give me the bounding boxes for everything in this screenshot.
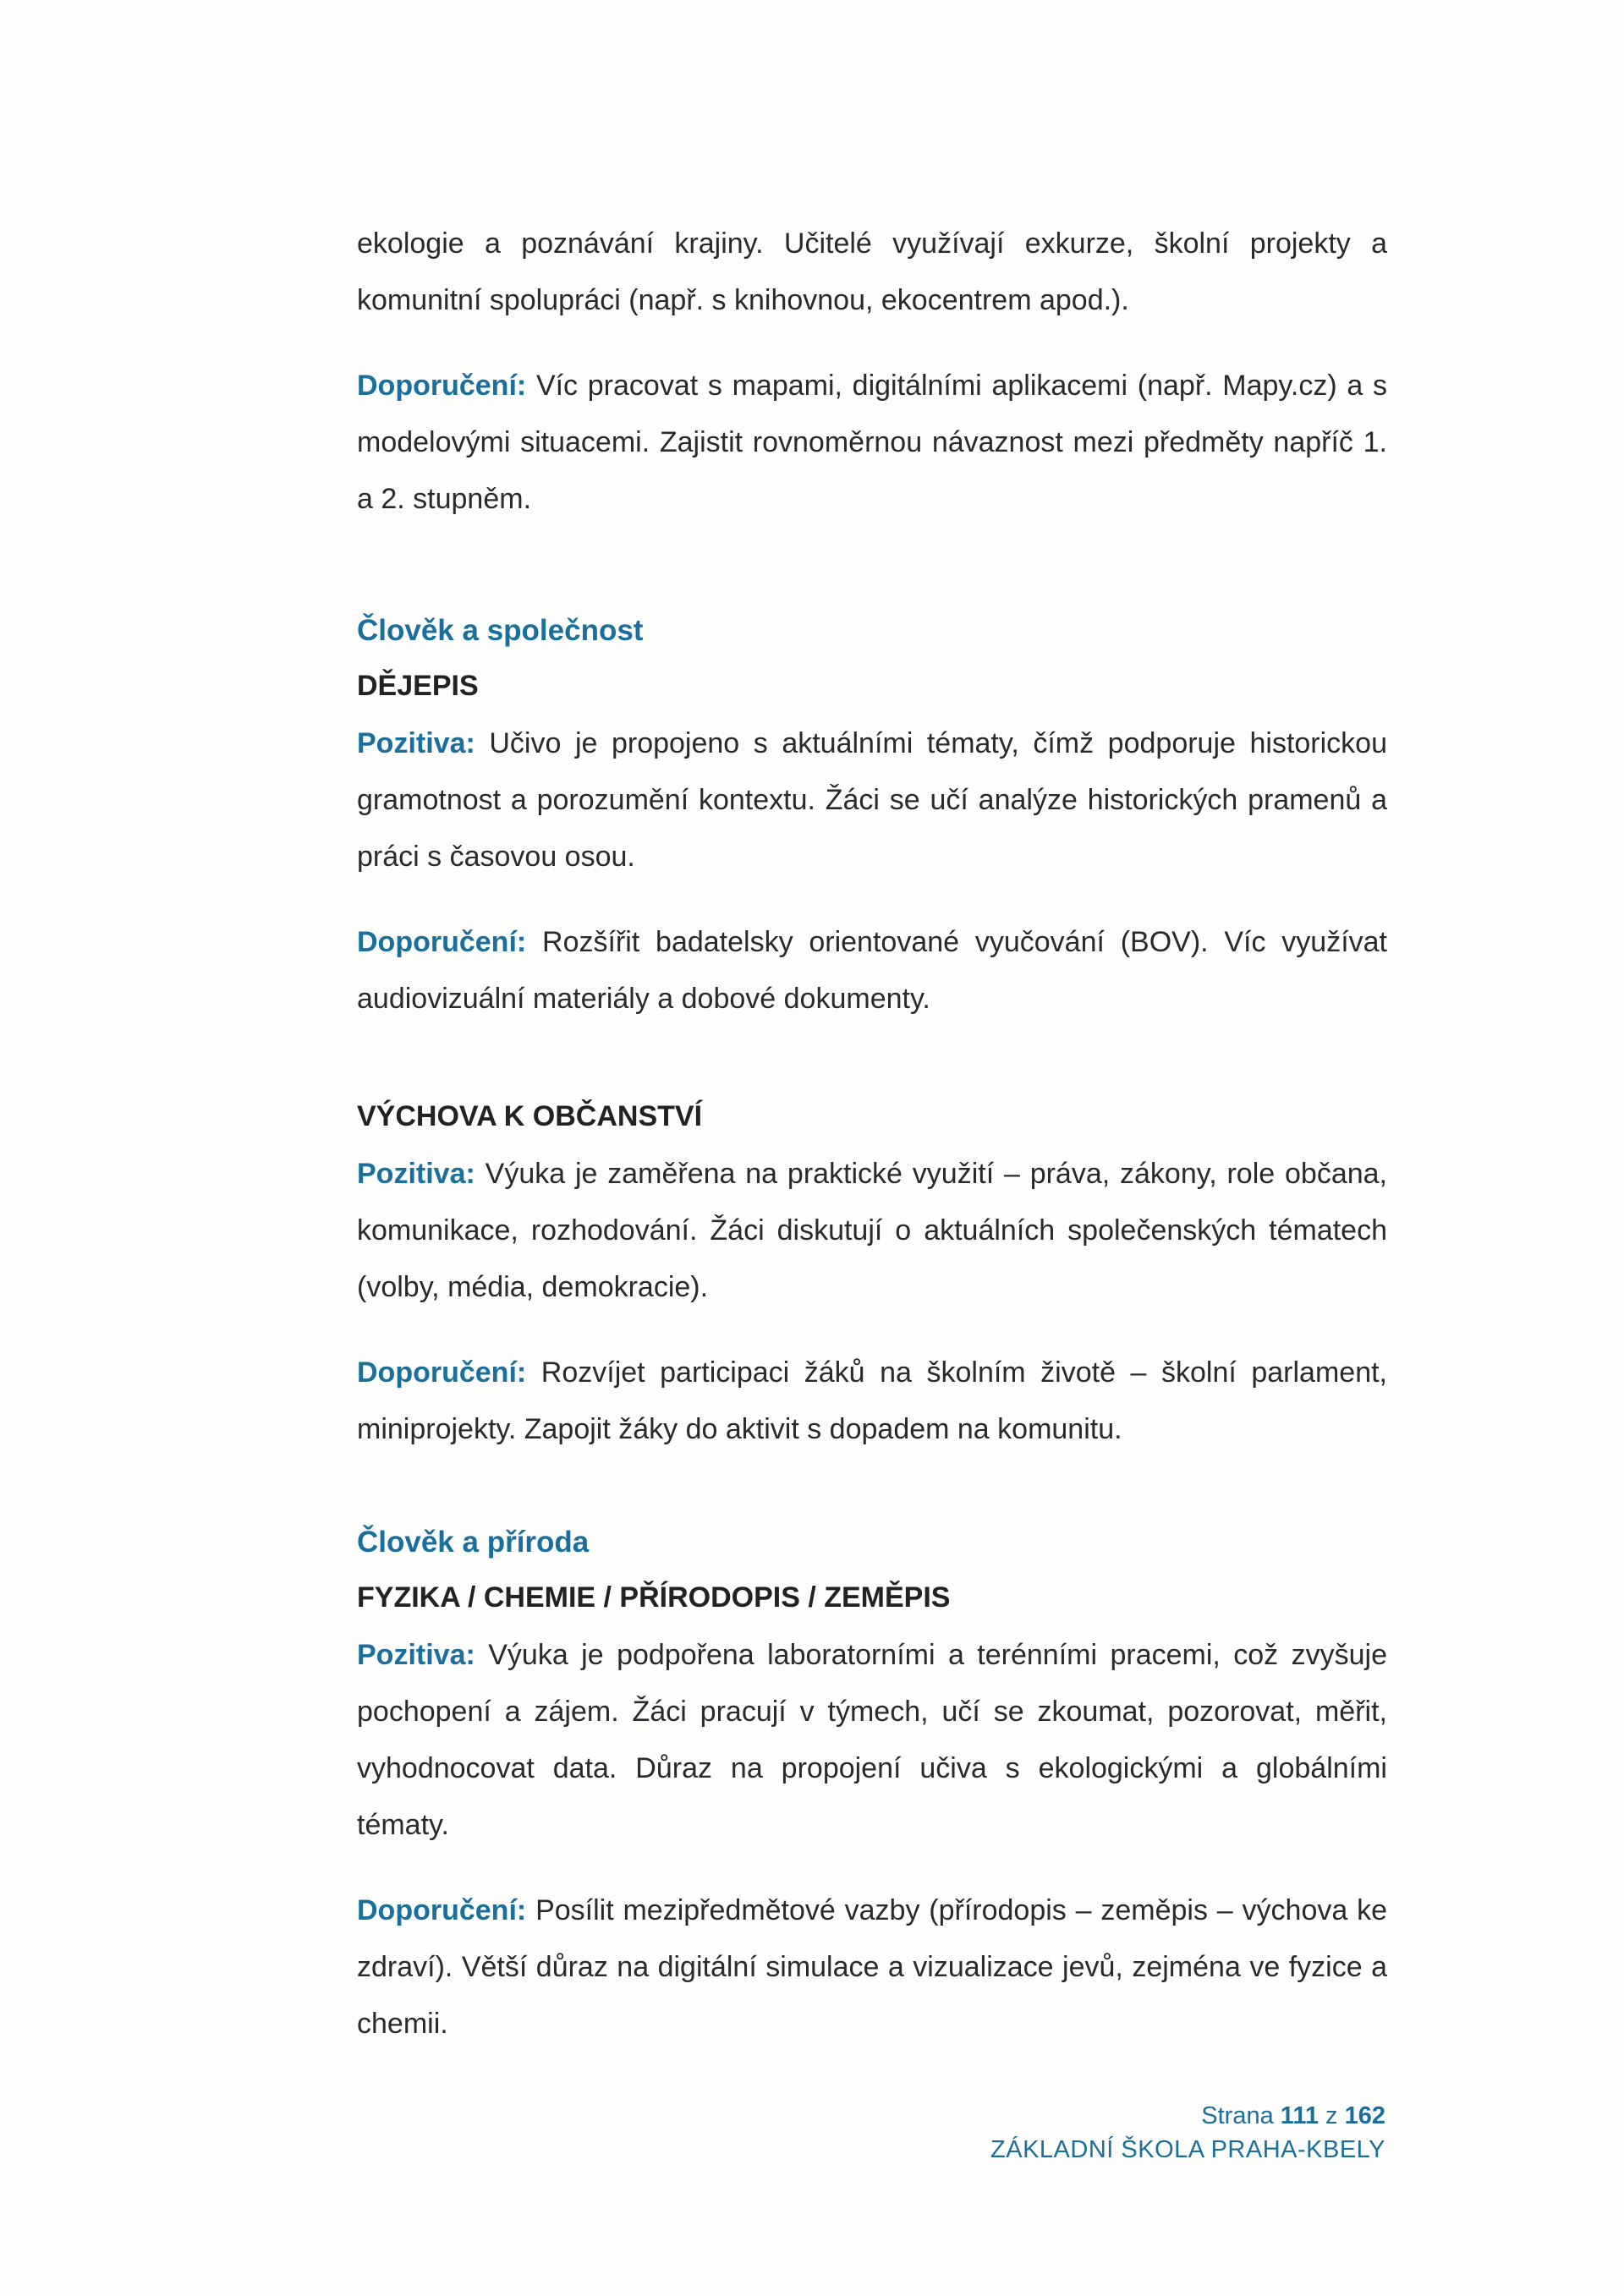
- section-title-clovek-a-priroda: Člověk a příroda: [357, 1526, 590, 1559]
- recommendation-text: Posílit mezipředmětové vazby (přírodopis – zeměpis – výchova ke zdraví). Větší důraz na digitální simulace a vizualizace jevů, zejména ve fyzice a chemii.: [357, 1894, 1387, 2040]
- positives-text: Výuka je zaměřena na praktické využití – práva, zákony, role občana, komunikace, rozhodování. Žáci diskutují o aktuálních společenských tématech (volby, média, demokracie).: [357, 1158, 1387, 1303]
- subject-title-dejepis: DĚJEPIS: [357, 670, 479, 702]
- positives-label: Pozitiva:: [357, 1158, 475, 1190]
- dejepis-recommendation: [357, 914, 1387, 1027]
- subject-title-prirodni-vedy: FYZIKA / CHEMIE / PŘÍRODOPIS / ZEMĚPIS: [357, 1581, 951, 1614]
- subject-title-vychova-k-obcanstvi: VÝCHOVA K OBČANSTVÍ: [357, 1100, 703, 1132]
- obcanstvi-recommendation: [357, 1345, 1387, 1458]
- recommendation-text: Rozšířit badatelsky orientované vyučování (BOV). Víc využívat audiovizuální materiály a dobové dokumenty.: [357, 926, 1388, 1015]
- recommendation-label: Doporučení:: [357, 926, 527, 958]
- recommendation-label: Doporučení:: [357, 1356, 527, 1389]
- recommendation-label: Doporučení:: [357, 1894, 527, 1926]
- page-footer: [990, 2099, 1385, 2167]
- intro-paragraph: [357, 216, 1387, 329]
- page-number: 111: [1280, 2102, 1319, 2129]
- page-prefix: Strana: [1201, 2102, 1274, 2129]
- page-content: [357, 216, 1387, 2052]
- intro-recommendation: [357, 358, 1387, 528]
- recommendation-label: Doporučení:: [357, 370, 527, 402]
- page-total: 162: [1344, 2102, 1385, 2129]
- recommendation-text: Víc pracovat s mapami, digitálními aplikacemi (např. Mapy.cz) a s modelovými situacemi. Zajistit rovnoměrnou návaznost mezi předměty napříč 1. a 2. stupněm.: [357, 370, 1388, 515]
- prirodni-vedy-recommendation: [357, 1882, 1387, 2052]
- prirodni-vedy-positives: [357, 1627, 1387, 1854]
- dejepis-positives: [357, 715, 1387, 885]
- positives-label: Pozitiva:: [357, 727, 475, 759]
- positives-text: Učivo je propojeno s aktuálními tématy, čímž podporuje historickou gramotnost a porozumění kontextu. Žáci se učí analýze historických pramenů a práci s časovou osou.: [357, 727, 1387, 873]
- positives-text: Výuka je podpořena laboratorními a terénními pracemi, což zvyšuje pochopení a zájem. Žáci pracují v týmech, učí se zkoumat, pozorovat, měřit, vyhodnocovat data. Důraz na propojení učiva s ekologickými a globálními tématy.: [357, 1639, 1387, 1841]
- school-name: ZÁKLADNÍ ŠKOLA PRAHA-KBELY: [990, 2136, 1385, 2163]
- obcanstvi-positives: [357, 1146, 1387, 1316]
- positives-label: Pozitiva:: [357, 1639, 475, 1671]
- page-separator: z: [1325, 2102, 1338, 2129]
- page-counter: [990, 2099, 1385, 2133]
- intro-text: ekologie a poznávání krajiny. Učitelé využívají exkurze, školní projekty a komunitní spolupráci (např. s knihovnou, ekocentrem apod.).: [357, 227, 1387, 316]
- recommendation-text: Rozvíjet participaci žáků na školním životě – školní parlament, miniprojekty. Zapojit žáky do aktivit s dopadem na komunitu.: [357, 1356, 1388, 1445]
- section-title-clovek-a-spolecnost: Člověk a společnost: [357, 614, 644, 647]
